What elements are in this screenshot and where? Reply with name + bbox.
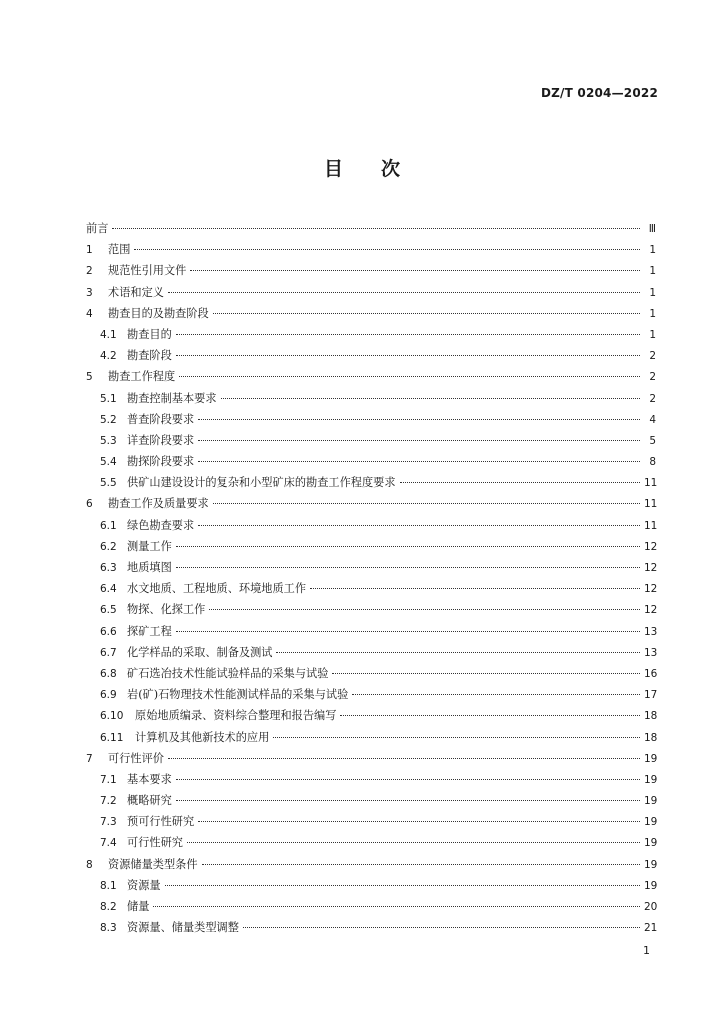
toc-entry-number: 6.8: [100, 667, 117, 680]
toc-entry[interactable]: [86, 345, 656, 366]
toc-entry[interactable]: [86, 282, 656, 303]
toc-entry-number: 5.5: [100, 477, 117, 490]
toc-entry[interactable]: [86, 260, 656, 281]
toc-entry-page: 20: [644, 901, 658, 913]
toc-dot-leader: [176, 567, 640, 568]
toc-entry-label: 供矿山建设设计的复杂和小型矿床的勘查工作程度要求: [127, 476, 396, 490]
toc-entry-page: 12: [644, 583, 658, 596]
toc-entry-label: 测量工作: [127, 539, 172, 553]
toc-entry-number: 7.4: [100, 837, 117, 850]
toc-entry-page: 19: [644, 773, 658, 786]
toc-entry[interactable]: [86, 748, 656, 769]
toc-entry-label: 化学样品的采取、制备及测试: [127, 645, 273, 659]
toc-dot-leader: [176, 779, 640, 780]
toc-entry-number: 7: [86, 752, 93, 765]
toc-entry[interactable]: [86, 430, 656, 451]
toc-dot-leader: [209, 609, 640, 610]
toc-entry-label: 范围: [108, 243, 131, 257]
toc-entry-page: 17: [644, 689, 658, 702]
toc-entry-page: 11: [644, 498, 658, 511]
toc-entry-number: 7.1: [100, 773, 117, 786]
toc-entry-page: 18: [644, 731, 658, 744]
toc-entry-label: 资源量、储量类型调整: [127, 921, 239, 935]
toc-entry-page: 19: [644, 795, 658, 808]
toc-entry-label: 勘查目的: [127, 327, 172, 341]
toc-entry-label: 地质填图: [127, 561, 172, 574]
toc-entry[interactable]: [86, 705, 656, 726]
toc-entry-page: 1: [649, 265, 656, 278]
toc-entry-number: 6.5: [100, 604, 117, 617]
toc-dot-leader: [176, 355, 640, 356]
toc-entry-label: 勘查控制基本要求: [127, 391, 217, 405]
toc-dot-leader: [198, 821, 640, 822]
toc-entry-page: 12: [644, 562, 658, 574]
toc-entry-number: 8.1: [100, 879, 117, 892]
toc-entry-page: 1: [649, 307, 656, 320]
toc-entry[interactable]: [86, 578, 656, 599]
toc-dot-leader: [202, 864, 640, 865]
toc-entry-number: 4.1: [100, 328, 117, 341]
toc-entry[interactable]: [86, 875, 656, 896]
toc-entry[interactable]: [86, 409, 656, 430]
toc-entry-label: 普查阶段要求: [127, 412, 195, 426]
toc-entry[interactable]: [86, 388, 656, 409]
toc-entry-number: 6.2: [100, 540, 117, 553]
toc-dot-leader: [198, 525, 640, 526]
toc-dot-leader: [352, 694, 640, 695]
toc-entry-label: 勘查工作及质量要求: [108, 497, 209, 511]
toc-entry[interactable]: [86, 621, 656, 642]
toc-dot-leader: [213, 313, 640, 314]
toc-dot-leader: [134, 249, 640, 250]
toc-dot-leader: [176, 800, 640, 801]
toc-entry-label: 资源储量类型条件: [108, 857, 198, 871]
toc-entry[interactable]: [86, 917, 656, 938]
toc-dot-leader: [168, 758, 640, 759]
toc-entry-label: 岩(矿)石物理技术性能测试样品的采集与试验: [127, 688, 349, 702]
toc-entry-number: 6.1: [100, 519, 117, 532]
toc-dot-leader: [176, 546, 640, 547]
toc-dot-leader: [176, 631, 640, 632]
toc-entry-number: 4: [86, 307, 93, 320]
toc-entry-label: 概略研究: [127, 794, 172, 808]
toc-dot-leader: [187, 842, 640, 843]
toc-entry[interactable]: [86, 854, 656, 875]
toc-entry-number: 5: [86, 371, 93, 384]
toc-dot-leader: [176, 334, 640, 335]
toc-entry-number: 7.3: [100, 816, 117, 829]
toc-dot-leader: [332, 673, 640, 674]
toc-entry-page: 8: [649, 456, 656, 469]
toc-entry-number: 6.7: [100, 646, 117, 659]
toc-entry-label: 探矿工程: [127, 624, 172, 638]
toc-entry[interactable]: [86, 832, 656, 853]
toc-dot-leader: [165, 885, 640, 886]
page-title: 目次: [323, 158, 438, 180]
toc-entry-page: 1: [649, 328, 656, 341]
toc-entry-page: 19: [644, 816, 658, 829]
toc-entry-label: 勘查工作程度: [108, 370, 176, 384]
toc-dot-leader: [310, 588, 640, 589]
toc-entry[interactable]: [86, 642, 656, 663]
toc-entry-label: 水文地质、工程地质、环境地质工作: [127, 582, 307, 596]
toc-entry-number: 5.2: [100, 413, 117, 426]
toc-entry-page: 2: [649, 371, 656, 384]
toc-entry-label: 术语和定义: [108, 285, 164, 299]
toc-entry-label: 规范性引用文件: [108, 264, 187, 278]
toc-entry-page: 13: [644, 625, 658, 638]
toc-entry-page: 19: [644, 879, 658, 892]
toc-entry[interactable]: [86, 324, 656, 345]
toc-entry-label: 可行性研究: [127, 836, 183, 850]
toc-entry-label: 基本要求: [127, 772, 172, 786]
toc-entry-label: 绿色勘查要求: [127, 518, 195, 532]
toc-dot-leader: [198, 440, 640, 441]
toc-entry-number: 6.4: [100, 583, 117, 596]
toc-entry-page: 19: [644, 752, 658, 765]
toc-entry-number: 6.6: [100, 625, 117, 638]
toc-entry-number: 1: [86, 244, 93, 257]
toc-entry-page: 5: [649, 434, 656, 447]
toc-entry[interactable]: [86, 790, 656, 811]
toc-entry[interactable]: [86, 472, 656, 493]
toc-entry[interactable]: [86, 239, 656, 260]
toc-entry-label: 详查阶段要求: [127, 433, 195, 447]
toc-entry[interactable]: [86, 811, 656, 832]
toc-entry-page: 16: [644, 667, 658, 680]
toc-dot-leader: [213, 503, 640, 504]
toc-entry[interactable]: [86, 493, 656, 514]
toc-entry-number: 8.2: [100, 901, 117, 913]
toc-entry[interactable]: [86, 663, 656, 684]
toc-entry-page: 11: [644, 519, 658, 532]
toc-entry-number: 6.11: [100, 731, 124, 744]
toc-entry-label: 勘查目的及勘查阶段: [108, 306, 209, 320]
toc-entry-number: 6: [86, 498, 93, 511]
toc-entry-label: 资源量: [127, 878, 161, 892]
toc-entry-page: 4: [649, 413, 656, 426]
toc-entry[interactable]: [86, 557, 656, 578]
toc-entry[interactable]: [86, 303, 656, 324]
toc-dot-leader: [276, 652, 640, 653]
toc-entry[interactable]: [86, 599, 656, 620]
toc-entry-number: 5.3: [100, 434, 117, 447]
toc-entry-page: 12: [644, 604, 658, 617]
toc-entry-label: 勘查阶段: [127, 349, 172, 363]
toc-dot-leader: [198, 419, 640, 420]
toc-dot-leader: [221, 398, 640, 399]
toc-entry-label: 可行性评价: [108, 751, 164, 765]
table-of-contents: [86, 218, 656, 938]
toc-dot-leader: [243, 927, 640, 928]
toc-entry-number: 8: [86, 858, 93, 871]
toc-dot-leader: [153, 906, 640, 907]
toc-entry-label: 储量: [127, 900, 150, 913]
toc-entry[interactable]: [86, 896, 656, 917]
standard-code: DZ/T 0204—2022: [540, 86, 658, 100]
toc-entry[interactable]: [86, 684, 656, 705]
toc-entry-label: 预可行性研究: [127, 815, 195, 829]
toc-entry-page: 2: [649, 350, 656, 363]
toc-entry-page: 12: [644, 540, 658, 553]
toc-entry-page: 1: [649, 286, 656, 299]
toc-entry[interactable]: [86, 536, 656, 557]
toc-dot-leader: [179, 376, 640, 377]
toc-dot-leader: [340, 715, 640, 716]
toc-entry-number: 2: [86, 265, 93, 278]
toc-entry-number: 3: [86, 286, 93, 299]
toc-entry-number: 4.2: [100, 350, 117, 363]
toc-entry[interactable]: [86, 727, 656, 748]
toc-entry[interactable]: [86, 218, 656, 239]
toc-entry-label: 原始地质编录、资料综合整理和报告编写: [135, 709, 337, 723]
toc-entry-number: 6.9: [100, 689, 117, 702]
toc-entry-page: Ⅲ: [648, 223, 656, 235]
toc-entry-page: 2: [649, 392, 656, 405]
toc-dot-leader: [198, 461, 640, 462]
toc-entry-page: 18: [644, 710, 658, 723]
toc-dot-leader: [112, 228, 640, 229]
toc-entry-page: 13: [644, 646, 658, 659]
toc-entry-page: 19: [644, 837, 658, 850]
toc-entry-label: 勘探阶段要求: [127, 455, 195, 469]
toc-entry-number: 8.3: [100, 922, 117, 935]
toc-entry-label: 前言: [86, 222, 109, 235]
toc-entry-number: 6.10: [100, 710, 124, 723]
toc-entry-number: 6.3: [100, 562, 117, 574]
toc-dot-leader: [168, 292, 640, 293]
toc-entry-page: 11: [644, 477, 658, 490]
toc-entry-label: 计算机及其他新技术的应用: [135, 730, 270, 744]
toc-entry[interactable]: [86, 515, 656, 536]
toc-entry-label: 物探、化探工作: [127, 603, 206, 617]
toc-entry[interactable]: [86, 366, 656, 387]
toc-entry-page: 19: [644, 858, 658, 871]
toc-entry-page: 1: [649, 244, 656, 257]
toc-entry-number: 7.2: [100, 795, 117, 808]
toc-entry-number: 5.4: [100, 456, 117, 469]
toc-entry[interactable]: [86, 769, 656, 790]
toc-entry-label: 矿石选冶技术性能试验样品的采集与试验: [127, 666, 329, 680]
page-number: 1: [643, 944, 650, 957]
toc-entry-number: 5.1: [100, 392, 117, 405]
toc-entry[interactable]: [86, 451, 656, 472]
toc-dot-leader: [273, 737, 640, 738]
toc-dot-leader: [400, 482, 640, 483]
toc-entry-page: 21: [644, 922, 658, 935]
toc-dot-leader: [190, 270, 640, 271]
